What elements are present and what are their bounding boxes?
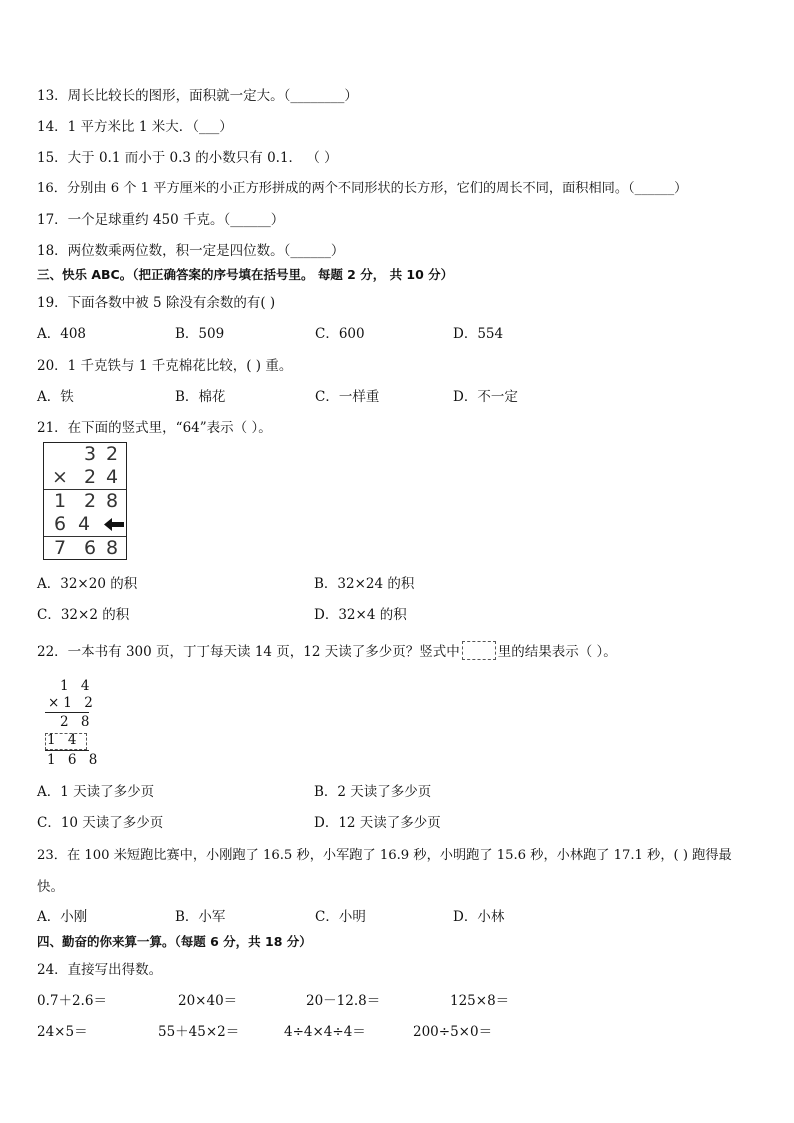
digit: 7 (53, 537, 67, 559)
q23-option-b[interactable]: B．小军 (175, 909, 226, 925)
calc-item: 24×5＝ (37, 1024, 88, 1040)
digit: 4 (77, 513, 91, 535)
section-3-heading: 三、快乐 ABC。（把正确答案的序号填在括号里。 每题 2 分， 共 10 分） (37, 267, 454, 282)
digit: 3 (83, 443, 97, 465)
q20-option-c[interactable]: C．一样重 (315, 389, 380, 405)
q19-option-b[interactable]: B．509 (175, 326, 225, 342)
digit: 2 (105, 443, 119, 465)
q21-option-b[interactable]: B．32×24 的积 (314, 576, 415, 592)
digit: 4 (105, 466, 119, 488)
q22-option-b[interactable]: B．2 天读了多少页 (314, 784, 432, 800)
divider-line (45, 750, 89, 751)
q21-option-d[interactable]: D．32×4 的积 (314, 607, 407, 623)
vertical-multiplication-figure (43, 442, 127, 560)
q23-option-a[interactable]: A．小刚 (37, 909, 88, 925)
vm-row-3: 2 8 (60, 714, 94, 730)
stem-part-1: 22．一本书有 300 页，丁丁每天读 14 页，12 天读了多少页？竖式中 (37, 644, 460, 660)
digit: 8 (105, 490, 119, 512)
question-19-stem: 19．下面各数中被 5 除没有余数的有( ) (37, 295, 276, 311)
dashed-box (462, 641, 496, 660)
q22-option-d[interactable]: D．12 天读了多少页 (314, 815, 441, 831)
question-18: 18．两位数乘两位数，积一定是四位数。（______） (37, 243, 345, 259)
question-14: 14．1 平方米比 1 米大．（___） (37, 119, 233, 135)
arrow-left-icon (104, 518, 124, 531)
q22-option-a[interactable]: A．1 天读了多少页 (37, 784, 155, 800)
question-13: 13．周长比较长的图形，面积就一定大。（________） (37, 88, 358, 104)
section-4-heading: 四、勤奋的你来算一算。（每题 6 分，共 18 分） (37, 934, 312, 949)
calc-item: 200÷5×0＝ (413, 1024, 493, 1040)
digit: 2 (83, 490, 97, 512)
q19-option-c[interactable]: C．600 (315, 326, 365, 342)
digit: 6 (53, 513, 67, 535)
vm-row-1: 1 4 (60, 678, 94, 694)
vm-row-5: 1 6 8 (47, 752, 102, 768)
digit: 8 (105, 537, 119, 559)
calc-item: 0.7＋2.6＝ (37, 993, 107, 1009)
vm-row-2: ×1 2 (48, 695, 97, 711)
question-22-stem (37, 640, 617, 660)
q19-option-a[interactable]: A．408 (37, 326, 87, 342)
times-sign: × (52, 466, 68, 488)
q22-option-c[interactable]: C．10 天读了多少页 (37, 815, 164, 831)
calc-item: 20－12.8＝ (306, 993, 381, 1009)
question-21-stem: 21．在下面的竖式里，“64”表示（ ）。 (37, 420, 272, 436)
q19-option-d[interactable]: D．554 (453, 326, 504, 342)
calc-item: 125×8＝ (450, 993, 510, 1009)
question-16: 16．分别由 6 个 1 平方厘米的小正方形拼成的两个不同形状的长方形，它们的周长不同，面积相同。（______） (37, 181, 688, 196)
q23-option-c[interactable]: C．小明 (315, 909, 366, 925)
divider-line (45, 712, 89, 713)
digit: 6 (83, 537, 97, 559)
question-17: 17．一个足球重约 450 千克。（______） (37, 212, 285, 228)
q21-option-c[interactable]: C．32×2 的积 (37, 607, 130, 623)
q20-option-b[interactable]: B．棉花 (175, 389, 226, 405)
question-20-stem: 20．1 千克铁与 1 千克棉花比较，( ) 重。 (37, 358, 293, 374)
q21-option-a[interactable]: A．32×20 的积 (37, 576, 138, 592)
calc-item: 55＋45×2＝ (158, 1024, 240, 1040)
q20-option-d[interactable]: D．不一定 (453, 389, 518, 405)
question-24-stem: 24．直接写出得数。 (37, 962, 163, 978)
digit: 2 (83, 466, 97, 488)
calc-item: 4÷4×4÷4＝ (284, 1024, 366, 1040)
question-23-stem-line1: 23．在 100 米短跑比赛中，小刚跑了 16.5 秒，小军跑了 16.9 秒，小明跑了 15.6 秒，小林跑了 17.1 秒，( ) 跑得最 (37, 848, 732, 863)
question-15: 15．大于 0.1 而小于 0.3 的小数只有 0.1． （ ） (37, 150, 338, 166)
stem-part-2: 里的结果表示（ ）。 (497, 644, 617, 660)
q20-option-a[interactable]: A．铁 (37, 389, 74, 405)
q23-option-d[interactable]: D．小林 (453, 909, 505, 925)
digit: 1 (53, 490, 67, 512)
calc-item: 20×40＝ (178, 993, 238, 1009)
question-23-stem-line2: 快。 (37, 879, 64, 895)
small-vertical-multiplication (43, 678, 103, 770)
vm-row-4: 1 4 (47, 732, 81, 748)
